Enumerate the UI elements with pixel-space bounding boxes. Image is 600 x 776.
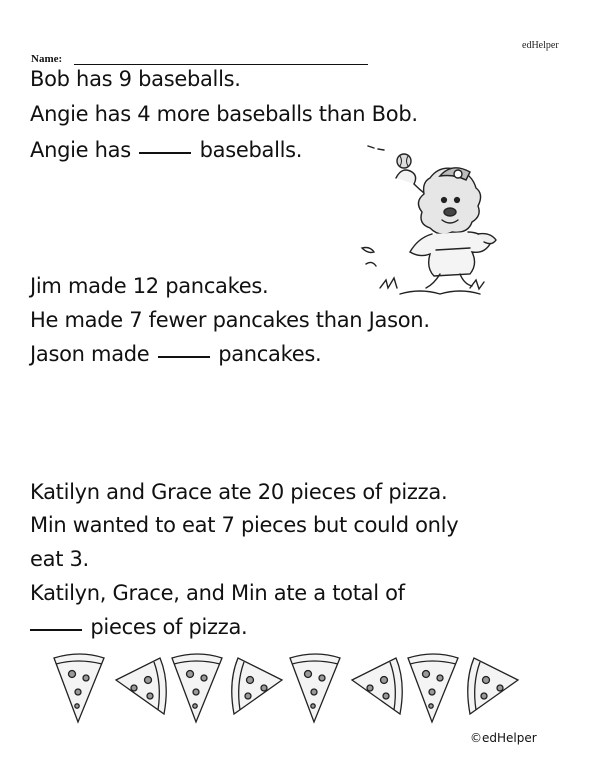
brand-header: edHelper — [522, 40, 559, 51]
baseball-player-illustration — [360, 138, 510, 303]
problem-2-line-1: Jim made 12 pancakes. — [30, 274, 269, 298]
problem-3-line-3: eat 3. — [30, 547, 89, 571]
pizza-slice-icon — [110, 654, 170, 726]
pizza-slice-icon — [228, 654, 288, 726]
name-label: Name: — [31, 53, 63, 65]
problem-1-line-2: Angie has 4 more baseballs than Bob. — [30, 102, 418, 126]
problem-3-line-1: Katilyn and Grace ate 20 pieces of pizza. — [30, 480, 448, 504]
pizza-slice-icon — [168, 650, 226, 726]
pizza-slice-icon — [50, 650, 108, 726]
pizza-row — [40, 650, 560, 730]
answer-blank-3[interactable] — [30, 629, 82, 631]
problem-3-line-4: Katilyn, Grace, and Min ate a total of — [30, 581, 405, 605]
problem-1-line-3: Angie has baseballs. — [30, 138, 303, 162]
problem-2-line-2: He made 7 fewer pancakes than Jason. — [30, 308, 430, 332]
pizza-slice-icon — [404, 650, 462, 726]
answer-blank-1[interactable] — [139, 152, 191, 154]
copyright-footer: ©edHelper — [470, 731, 537, 745]
pizza-slice-icon — [464, 654, 524, 726]
problem-3-line-2: Min wanted to eat 7 pieces but could only — [30, 513, 459, 537]
problem-1-line-1: Bob has 9 baseballs. — [30, 67, 241, 91]
answer-blank-2[interactable] — [158, 356, 210, 358]
problem-3-line-5: pieces of pizza. — [30, 614, 247, 640]
name-field-line[interactable] — [74, 64, 368, 65]
pizza-slice-icon — [346, 654, 406, 726]
problem-2-line-3: Jason made pancakes. — [30, 342, 322, 366]
pizza-slice-icon — [286, 650, 344, 726]
